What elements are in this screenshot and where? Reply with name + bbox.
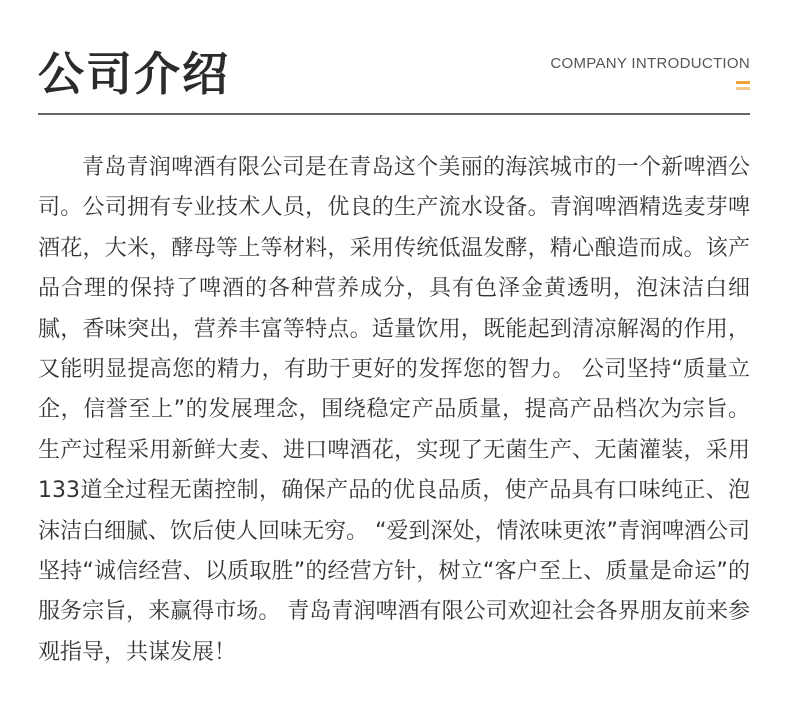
accent-line bbox=[736, 81, 750, 84]
page-subtitle: COMPANY INTRODUCTION bbox=[550, 55, 750, 72]
header-divider bbox=[38, 113, 750, 115]
section-header bbox=[38, 0, 750, 116]
accent-lines-icon bbox=[736, 81, 750, 95]
accent-line bbox=[736, 87, 750, 90]
page-title: 公司介绍 bbox=[38, 47, 230, 101]
introduction-paragraph: 青岛青润啤酒有限公司是在青岛这个美丽的海滨城市的一个新啤酒公司。公司拥有专业技术人员，优良的生产流水设备。青润啤酒精选麦芽啤酒花，大米，酵母等上等材料，采用传统低温发酵，精心酿造而成。该产品合理的保持了啤酒的各种营养成分，具有色泽金黄透明，泡沫洁白细腻，香味突出，营养丰富等特点。适量饮用，既能起到清凉解渴的作用，又能明显提高您的精力，有助于更好的发挥您的智力。 公司坚持“质量立企，信誉至上”的发展理念，围绕稳定产品质量，提高产品档次为宗旨。生产过程采用新鲜大麦、进口啤酒花，实现了无菌生产、无菌灌装，采用133道全过程无菌控制，确保产品的优良品质，使产品具有口味纯正、泡沫洁白细腻、饮后使人回味无穷。 “爱到深处，情浓味更浓”青润啤酒公司坚持“诚信经营、以质取胜”的经营方针，树立“客户至上、质量是命运”的服务宗旨，来赢得市场。 青岛青润啤酒有限公司欢迎社会各界朋友前来参观指导，共谋发展！ bbox=[38, 155, 750, 665]
